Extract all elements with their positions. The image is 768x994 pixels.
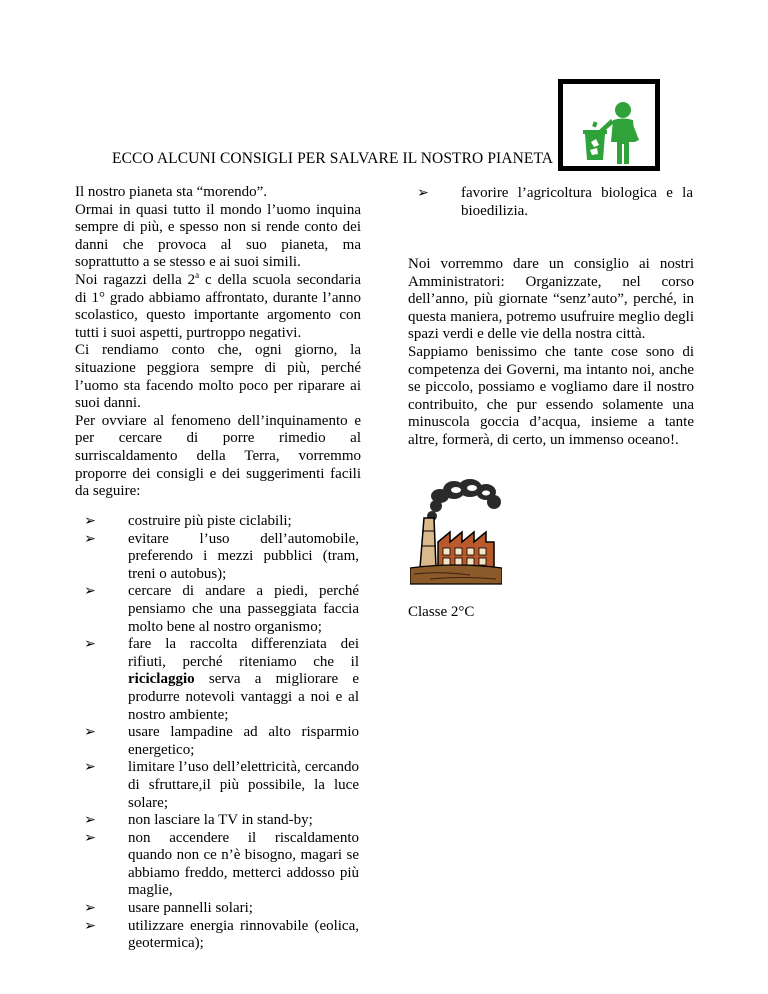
arrow-bullet-icon: ➢ xyxy=(84,514,96,529)
arrow-bullet-icon: ➢ xyxy=(417,186,429,201)
intro-text xyxy=(75,184,361,501)
arrow-bullet-icon: ➢ xyxy=(84,830,96,846)
tip-text-fragment: serva a migliorare e produrre notevoli vantaggi a noi e al nostro ambiente; xyxy=(128,671,359,723)
tip-text: utilizzare energia rinnovabile (eolica, geotermica); xyxy=(128,917,359,952)
list-item xyxy=(83,531,359,584)
tip-text-fragment: fare la raccolta differenziata dei rifiuti, perché riteniamo che il xyxy=(128,636,359,670)
intro-text-fragment: c della scuola secondaria di 1° grado abbiamo affrontato, durante l’anno scolastico, questo importante argomento con tutti i suoi aspetti, purtroppo negativi. xyxy=(75,271,361,341)
signature: Classe 2°C xyxy=(408,604,475,620)
list-item xyxy=(83,830,359,900)
tip-text: limitare l’uso dell’elettricità, cercando di sfruttare,il più possibile, la luce solare; xyxy=(128,759,359,811)
list-item xyxy=(83,812,359,830)
trash-bin-person-icon xyxy=(563,84,655,166)
list-item xyxy=(416,185,693,220)
intro-paragraph: Ormai in quasi tutto il mondo l’uomo inquina sempre di più, e spesso non si rende conto dei danni che provoca al suo pianeta, ma soprattutto a se stesso e ai suoi simili. xyxy=(75,201,361,271)
polluting-factory-illustration xyxy=(410,476,502,586)
arrow-bullet-icon: ➢ xyxy=(84,813,96,829)
arrow-bullet-icon: ➢ xyxy=(84,584,96,600)
tip-text: usare pannelli solari; xyxy=(128,900,253,917)
tip-text: favorire l’agricoltura biologica e la bioedilizia. xyxy=(461,185,693,219)
arrow-bullet-icon: ➢ xyxy=(84,531,96,547)
tip-text: usare lampadine ad alto risparmio energetico; xyxy=(128,724,359,758)
superscript: a xyxy=(195,269,200,280)
list-item xyxy=(83,724,359,759)
intro-paragraph: Il nostro pianeta sta “morendo”. xyxy=(75,184,268,200)
intro-paragraph: Per ovviare al fenomeno dell’inquinamento e per cercare di porre rimedio al surriscaldamento della Terra, vorremmo proporre dei consigli e dei suggerimenti facili da seguire: xyxy=(75,412,361,500)
arrow-bullet-icon: ➢ xyxy=(84,901,96,917)
tip-text: costruire più piste ciclabili; xyxy=(128,513,292,529)
tip-bold-word: riciclaggio xyxy=(128,671,195,688)
list-item xyxy=(83,636,359,724)
tip-text: non lasciare la TV in stand-by; xyxy=(128,812,313,829)
arrow-bullet-icon: ➢ xyxy=(84,725,96,741)
tip-text: cercare di andare a piedi, perché pensiamo che una passeggiata faccia molto bene al nostro organismo; xyxy=(128,583,359,635)
intro-paragraph: Ci rendiamo conto che, ogni giorno, la situazione peggiora sempre di più, perché l’uomo sta facendo molto poco per riparare ai suoi danni. xyxy=(75,342,361,412)
list-item xyxy=(83,900,359,918)
closing-text xyxy=(408,256,694,450)
intro-text-fragment: Noi ragazzi della 2 xyxy=(75,271,196,288)
closing-paragraph: Noi vorremmo dare un consiglio ai nostri Amministratori: Organizzate, nel corso dell’anno, più giornate “senz’auto”, perché, in questa maniera, potremo usufruire meglio degli spazi verdi e delle vie della nostra città. xyxy=(408,256,694,343)
arrow-bullet-icon: ➢ xyxy=(84,918,96,934)
page-title: ECCO ALCUNI CONSIGLI PER SALVARE IL NOSTRO PIANETA xyxy=(112,150,554,167)
tips-list-continued xyxy=(416,185,693,220)
intro-paragraph xyxy=(75,269,361,342)
tip-text: evitare l’uso dell’automobile, preferendo i mezzi pubblici (tram, treni o autobus); xyxy=(128,530,359,582)
arrow-bullet-icon: ➢ xyxy=(84,637,96,653)
closing-paragraph: Sappiamo benissimo che tante cose sono di competenza dei Governi, ma intanto noi, anche se piccolo, possiamo e vogliamo dare il nostro contribuito, che pur essendo solamente una minuscola goccia d’acqua, insieme a tante altre, formerà, di certo, un immenso oceano!. xyxy=(408,343,694,448)
tips-list xyxy=(83,513,359,953)
arrow-bullet-icon: ➢ xyxy=(84,760,96,776)
list-item xyxy=(83,918,359,953)
recycling-person-logo xyxy=(558,79,660,171)
list-item xyxy=(83,583,359,636)
list-item xyxy=(83,513,359,531)
tip-text: non accendere il riscaldamento quando non ce n’è bisogno, magari se abbiamo freddo, metterci addosso più maglie, xyxy=(128,829,359,899)
list-item xyxy=(83,759,359,812)
